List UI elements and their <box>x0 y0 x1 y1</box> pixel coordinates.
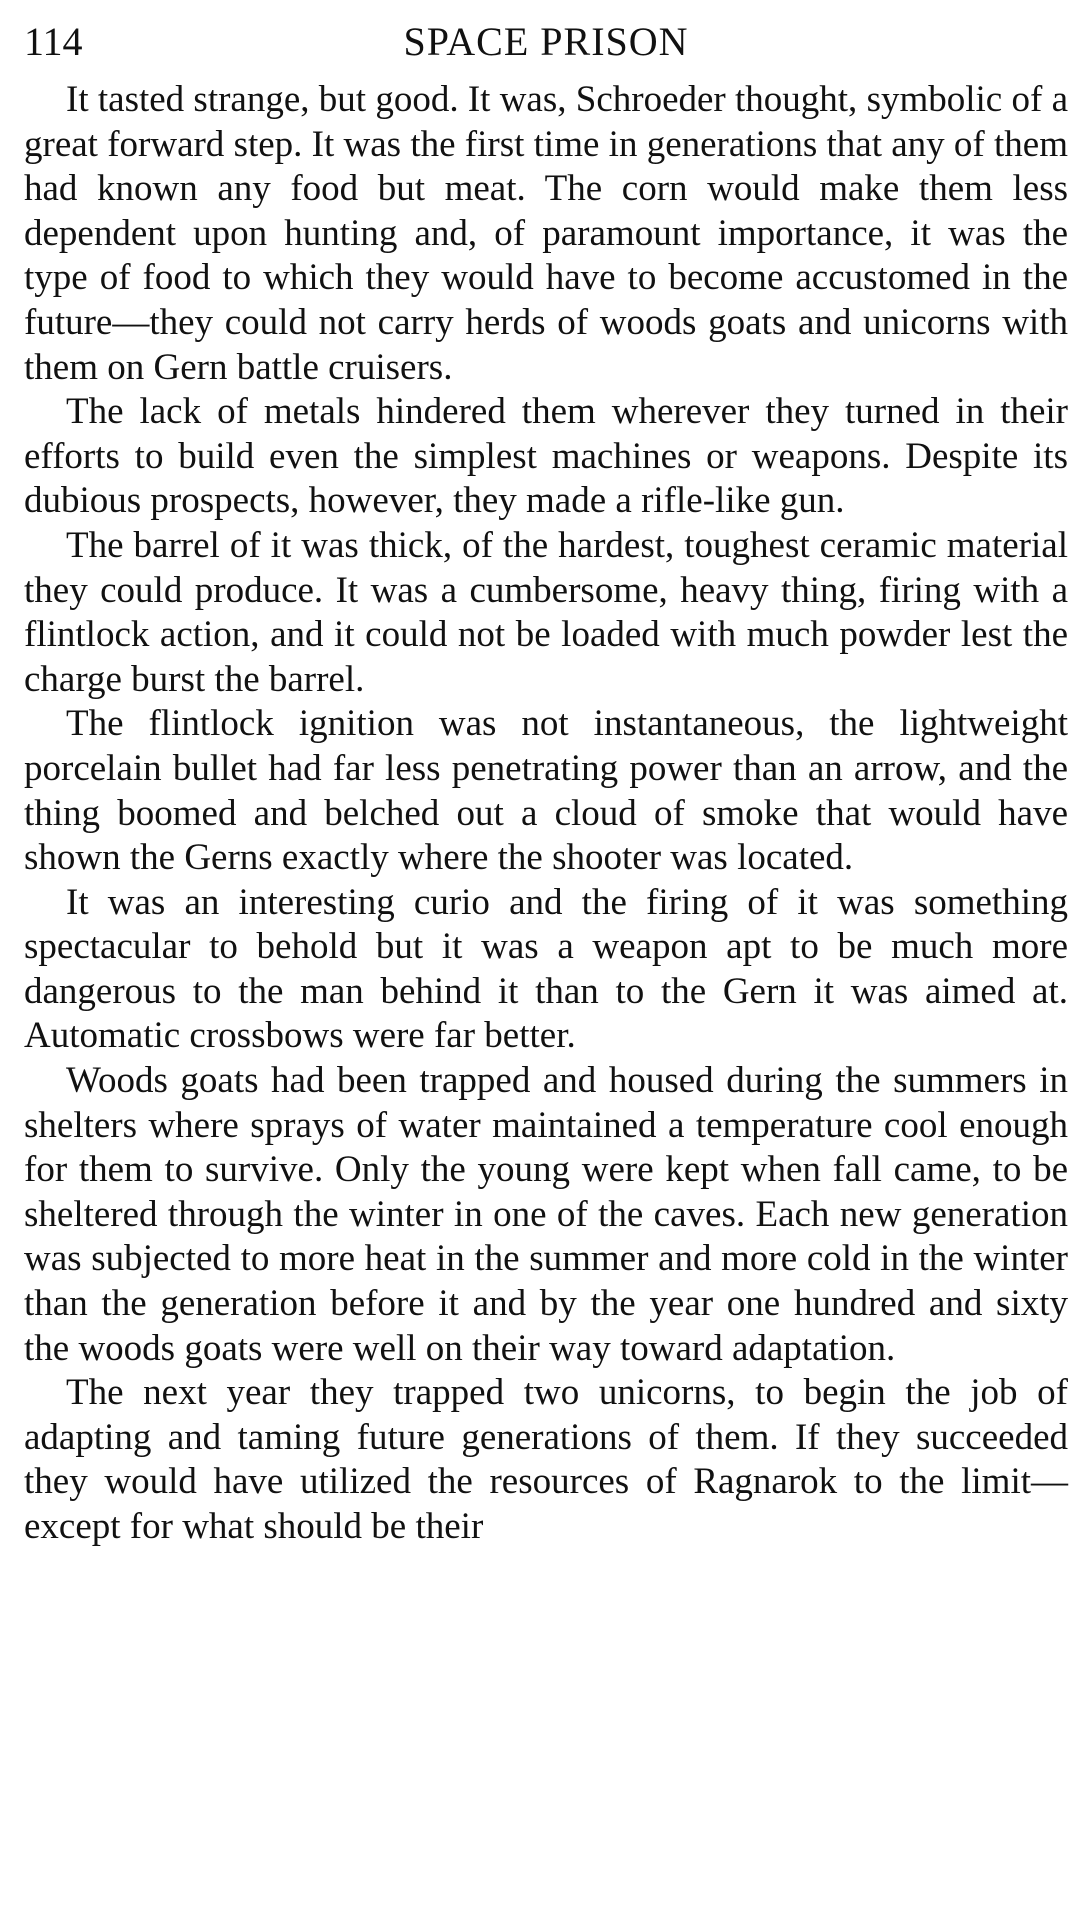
paragraph-1: It tasted strange, but good. It was, Schroeder thought, symbolic of a great forward step. It was the first time in generations that any of them had known any food but meat. The corn would make them less dependent upon hunting and, of paramount importance, it was the type of food to which they would have to become accustomed in the future—they could not carry herds of woods goats and unicorns with them on Gern battle cruisers. <box>24 79 1068 388</box>
paragraph-7: The next year they trapped two unicorns, to begin the job of adapting and taming future generations of them. If they succeeded they would have utilized the resources of Ragnarok to the limit—except for what should be their <box>24 1372 1068 1547</box>
paragraph-6: Woods goats had been trapped and housed during the summers in shelters where sprays of water maintained a temperature cool enough for them to survive. Only the young were kept when fall came, to be sheltered through the winter in one of the caves. Each new generation was subjected to more heat in the summer and more cold in the winter than the generation before it and by the year one hundred and sixty the woods goats were well on their way toward adaptation. <box>24 1060 1068 1369</box>
running-head <box>24 14 1068 70</box>
page-number: 114 <box>24 19 83 64</box>
paragraph-5: It was an interesting curio and the firing of it was something spectacular to behold but it was a weapon apt to be much more dangerous to the man behind it than to the Gern it was aimed at. Automatic crossbows were far better. <box>24 881 1068 1057</box>
book-page <box>24 14 1068 1550</box>
paragraph-2: The lack of metals hindered them wherever they turned in their efforts to build even the simplest machines or weapons. Despite its dubious prospects, however, they made a rifle-like gun. <box>24 391 1068 522</box>
book-title: SPACE PRISON <box>403 19 689 64</box>
body-text <box>24 78 1068 1550</box>
paragraph-4: The flintlock ignition was not instantaneous, the lightweight porcelain bullet had far less penetrating power than an arrow, and the thing boomed and belched out a cloud of smoke that would have shown the Gerns exactly where the shooter was located. <box>24 703 1068 879</box>
paragraph-3: The barrel of it was thick, of the hardest, toughest ceramic material they could produce. It was a cumbersome, heavy thing, firing with a flintlock action, and it could not be loaded with much powder lest the charge burst the barrel. <box>24 524 1068 700</box>
